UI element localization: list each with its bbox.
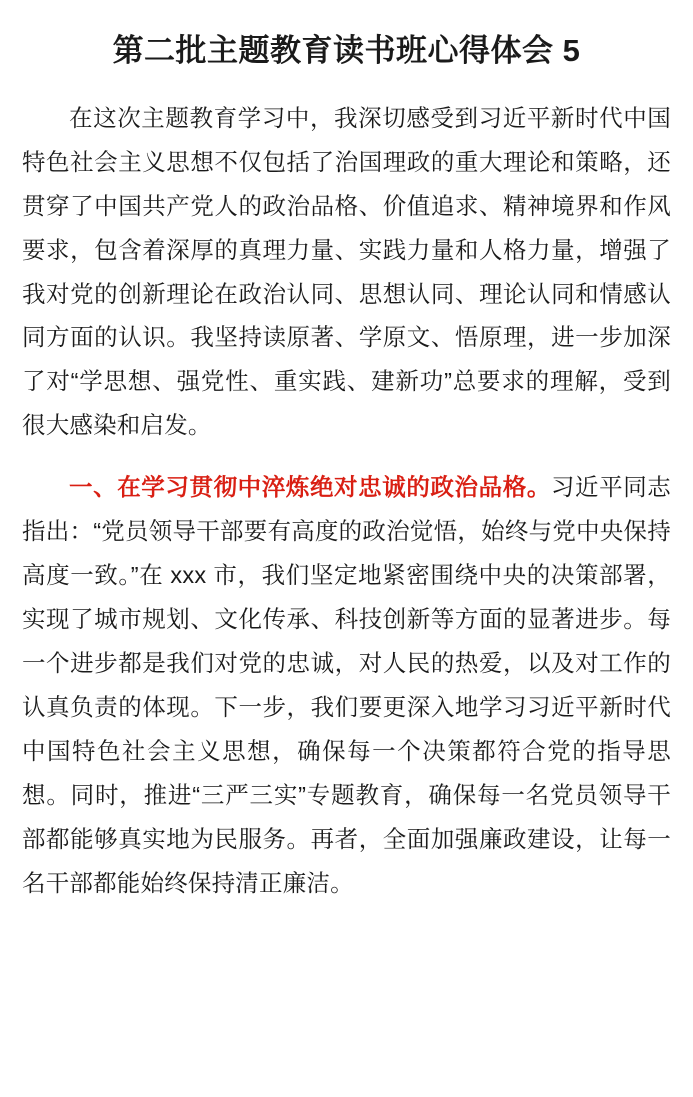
page-title: 第二批主题教育读书班心得体会 5: [112, 33, 581, 68]
section-one-body: 习近平同志指出：“党员领导干部要有高度的政治觉悟，始终与党中央保持高度一致。”在 xxx 市，我们坚定地紧密围绕中央的决策部署，实现了城市规划、文化传承、科技创新等方面的显著进步。每一个进步都是我们对党的忠诚，对人民的热爱，以及对工作的认真负责的体现。下一步，我们要更深入地学习习近平新时代中国特色社会主义思想，确保每一个决策都符合党的指导思想。同时，推进“三严三实”专题教育，确保每一名党员领导干部都能够真实地为民服务。再者，全面加强廉政建设，让每一名干部都能始终保持清正廉洁。: [22, 474, 672, 896]
paragraph-intro-text: 在这次主题教育学习中，我深切感受到习近平新时代中国特色社会主义思想不仅包括了治国理政的重大理论和策略，还贯穿了中国共产党人的政治品格、价值追求、精神境界和作风要求，包含着深厚的真理力量、实践力量和人格力量，增强了我对党的创新理论在政治认同、思想认同、理论认同和情感认同方面的认识。我坚持读原著、学原文、悟原理，进一步加深了对“学思想、强党性、重实践、建新功”总要求的理解，受到很大感染和启发。: [22, 104, 671, 439]
section-one-heading: 一、在学习贯彻中淬炼绝对忠诚的政治品格。: [69, 474, 551, 501]
paragraph-intro: [22, 97, 671, 449]
paragraph-section-one: [22, 466, 671, 905]
paragraph-spacer: [22, 454, 671, 466]
